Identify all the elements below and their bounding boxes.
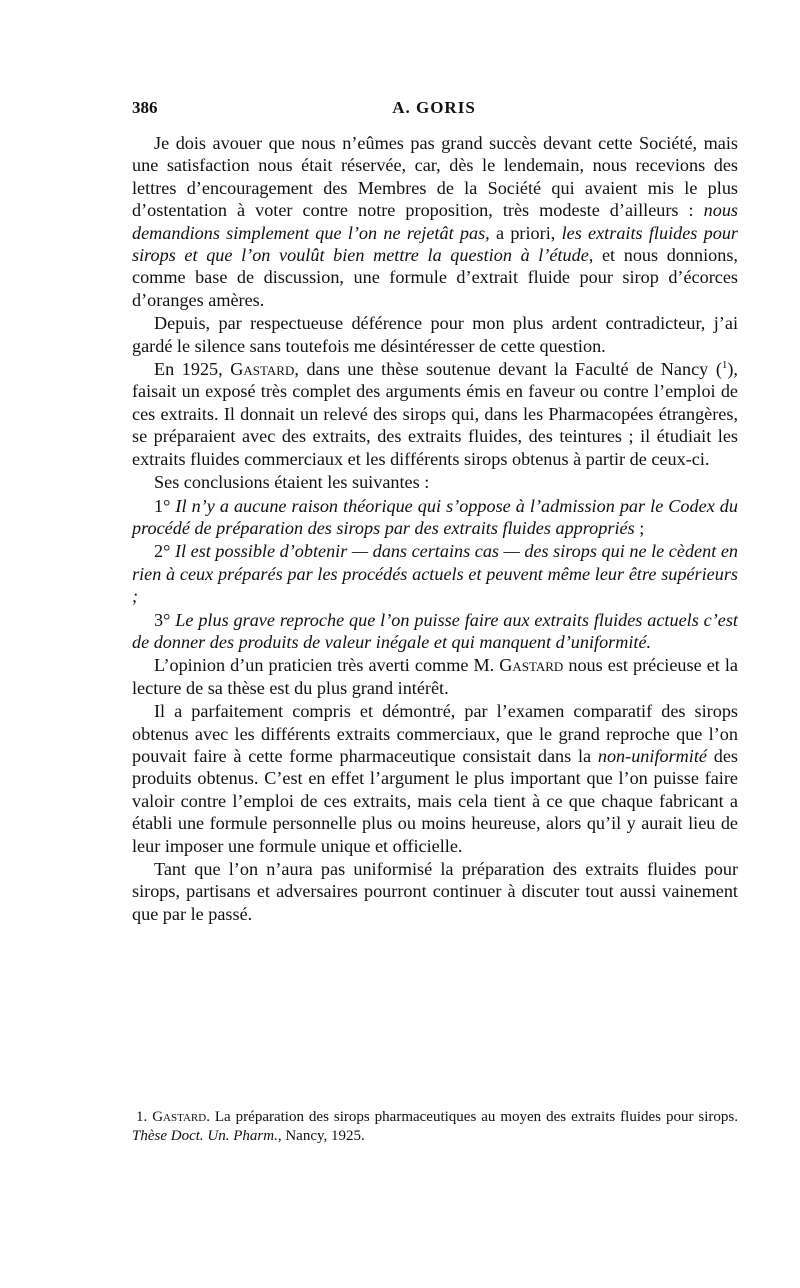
footnote-number: 1.	[136, 1109, 148, 1125]
author-name: Gastard	[230, 359, 295, 380]
paragraph-3	[132, 358, 738, 470]
conclusion-2-number: 2°	[154, 541, 171, 562]
conclusion-2	[132, 540, 738, 607]
page-number: 386	[132, 98, 158, 117]
p6-text-a: Il a parfaitement compris et démontré, par l’examen comparatif des sirops obtenus avec les différents extraits commerciaux, que le grand reproche que l’on pouvait faire à cette forme pharmaceutique consistait dans la	[132, 701, 738, 766]
running-head: A. GORIS	[392, 98, 476, 117]
footnotes	[132, 1108, 738, 1146]
p3-text-a: En 1925,	[154, 359, 231, 380]
footnote-1	[132, 1108, 738, 1146]
p1-text-b: , a priori,	[485, 222, 562, 243]
conclusion-2-text: Il est possible d’obtenir — dans certains cas — des sirops qui ne le cèdent en rien à ceux préparés par les procédés actuels et peuvent même leur être supérieurs ;	[132, 541, 738, 607]
conclusion-1-number: 1°	[154, 495, 171, 516]
conclusion-3	[132, 609, 738, 654]
paragraph-6	[132, 700, 738, 857]
footnote-ref: 1	[721, 359, 728, 371]
page-header	[132, 98, 736, 122]
p1-text-c: , et nous donnions, comme base de discussion, une formule d’extrait fluide pour sirop d’écorces d’oranges amères.	[132, 245, 738, 310]
p3-text-c: ), faisait un exposé très complet des arguments émis en faveur ou contre l’emploi de ces extraits. Il donnait un relevé des sirops qui, dans les Pharmacopées étrangères, se préparaient avec des extraits, des extraits fluides, des teintures ; il étudiait les extraits fluides commerciaux et les différents sirops obtenus à partir de ceux-ci.	[132, 359, 738, 469]
footnote-author: Gastard	[152, 1109, 207, 1125]
p6-text-b: des produits obtenus. C’est en effet l’argument le plus important que l’on puisse faire valoir contre l’emploi de ces extraits, mais cela tient à ce que chaque fabricant a établi une formule personnelle plus ou moins heureuse, alors qu’il y aurait lieu de leur imposer une formule unique et officielle.	[132, 745, 738, 856]
p5-text-a: L’opinion d’un praticien très averti comme M.	[154, 655, 500, 676]
paragraph-5	[132, 654, 738, 699]
footnote-text-b: , Nancy, 1925.	[277, 1128, 365, 1144]
p5-text-b: nous est précieuse et la lecture de sa thèse est du plus grand intérêt.	[132, 655, 738, 698]
conclusion-3-number: 3°	[154, 609, 171, 630]
p6-italic: non-uniformité	[597, 745, 707, 766]
footnote-italic: Thèse Doct. Un. Pharm.	[132, 1128, 278, 1144]
body-text	[132, 132, 738, 925]
p1-italic-b: les extraits fluides pour sirops et que l’on voulût bien mettre la question à l’étude	[132, 222, 738, 266]
conclusion-3-text: Le plus grave reproche que l’on puisse faire aux extraits fluides actuels c’est de donner des produits de valeur inégale et qui manquent d’uniformité.	[132, 609, 738, 652]
conclusion-1-text: Il n’y a aucune raison théorique qui s’oppose à l’admission par le Codex du procédé de préparation des sirops par des extraits fluides appropriés	[132, 495, 738, 538]
paragraph-1	[132, 132, 738, 311]
p1-italic-a: nous demandions simplement que l’on ne rejetât pas	[132, 200, 738, 243]
paragraph-2: Depuis, par respectueuse déférence pour mon plus ardent contradicteur, j’ai gardé le silence sans toutefois me désintéresser de cette question.	[132, 313, 738, 356]
p3-text-b: , dans une thèse soutenue devant la Faculté de Nancy (	[294, 359, 722, 380]
paragraph-7: Tant que l’on n’aura pas uniformisé la préparation des extraits fluides pour sirops, partisans et adversaires pourront continuer à discuter tout aussi vainement que par le passé.	[132, 859, 738, 924]
footnote-text-a: . La préparation des sirops pharmaceutiques au moyen des extraits fluides pour sirops.	[206, 1109, 739, 1125]
conclusion-1-end: ;	[634, 517, 645, 538]
conclusion-1	[132, 495, 738, 540]
p1-text-a: Je dois avouer que nous n’eûmes pas grand succès devant cette Société, mais une satisfaction nous était réservée, car, dès le lendemain, nous recevions des lettres d’encouragement des Membres de la Société qui avaient mis le plus d’ostentation à voter contre notre proposition, très modeste d’ailleurs :	[132, 133, 738, 221]
paragraph-4: Ses conclusions étaient les suivantes :	[154, 472, 430, 493]
author-name: Gastard	[499, 655, 564, 676]
